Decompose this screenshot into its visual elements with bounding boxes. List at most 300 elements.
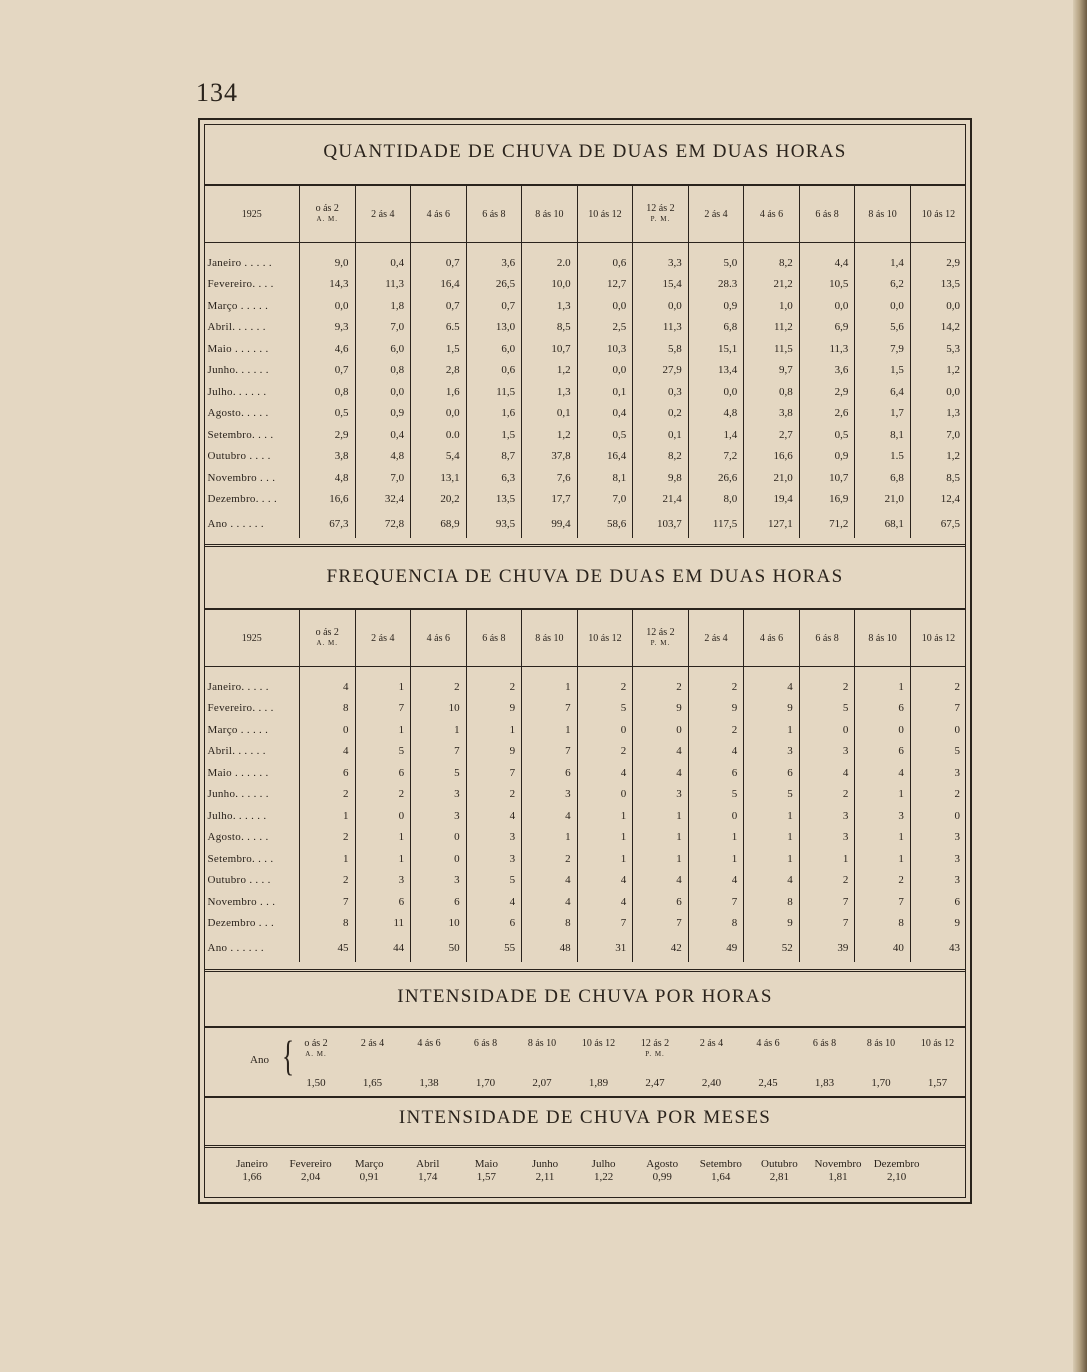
intensity-months-row: [204, 1156, 966, 1192]
table-cell: 8: [855, 913, 911, 935]
table-cell: 2: [300, 870, 356, 892]
table-cell: 6: [300, 762, 356, 784]
table-cell: 9: [744, 913, 800, 935]
quantity-header-row: [205, 186, 967, 243]
column-header-label: o ás 2: [315, 203, 339, 214]
table-cell: 6,8: [855, 467, 911, 489]
table-cell: 5: [355, 741, 411, 763]
spacer-cell: [910, 243, 966, 253]
column-header: [411, 610, 467, 667]
table-cell: 0,9: [799, 446, 855, 468]
table-cell: 0,5: [300, 403, 356, 425]
table-cell: 13,5: [466, 489, 522, 511]
table-cell: 0,0: [688, 381, 744, 403]
row-label: Janeiro. . . . .: [207, 680, 269, 693]
table-cell: 0: [577, 719, 633, 741]
row-label: Agosto. . . . .: [207, 831, 269, 844]
table-cell: 1: [855, 827, 911, 849]
table-cell: 4: [522, 805, 578, 827]
divider: [204, 1096, 966, 1098]
spacer-cell: [355, 667, 411, 677]
column-header-label: 8 ás 10: [535, 632, 564, 644]
spacer-cell: [411, 243, 467, 253]
column-header-label: 2 ás 4: [704, 208, 728, 220]
table-cell: 72,8: [355, 510, 411, 538]
intensity-month-name: Setembro: [699, 1158, 742, 1170]
row-label: Novembro . . .: [207, 471, 276, 484]
table-cell: 8,1: [855, 424, 911, 446]
table-cell: 0,5: [577, 424, 633, 446]
spacer-cell: [300, 243, 356, 253]
intensity-months-title: INTENSIDADE DE CHUVA POR MESES: [398, 1107, 772, 1128]
intensity-hour-value: 2,07: [532, 1077, 552, 1089]
intensity-month-name: Dezembro: [873, 1158, 920, 1170]
intensity-hour-value: 1,38: [419, 1077, 439, 1089]
table-cell: 8,5: [522, 317, 578, 339]
column-header: [799, 610, 855, 667]
table-cell: 1,5: [855, 360, 911, 382]
table-cell: 1: [855, 848, 911, 870]
brace-glyph: {: [282, 1034, 295, 1080]
table-cell: 13,1: [411, 467, 467, 489]
table-cell: 8: [522, 913, 578, 935]
table-row: [205, 848, 967, 870]
column-header: [577, 186, 633, 243]
table-cell: 2: [522, 848, 578, 870]
column-header-label: 10 ás 12: [588, 632, 622, 644]
table-cell: 4: [577, 870, 633, 892]
table-cell: 1,3: [910, 403, 966, 425]
column-header-label: 8 ás 10: [868, 632, 897, 644]
table-row: [205, 338, 967, 360]
table-cell: 7,9: [855, 338, 911, 360]
table-cell: 0: [910, 719, 966, 741]
row-label: Maio . . . . . .: [207, 342, 269, 355]
table-cell: 3: [910, 870, 966, 892]
table-cell: 7: [633, 913, 689, 935]
spacer-cell: [355, 243, 411, 253]
intensity-hour-label: 10 ás 12: [920, 1038, 955, 1049]
table-cell: 7: [411, 741, 467, 763]
table-cell: 7,0: [910, 424, 966, 446]
column-header: [744, 610, 800, 667]
intensity-month-name: Outubro: [761, 1158, 798, 1170]
quantity-table: [204, 186, 966, 538]
row-label: Janeiro . . . . .: [207, 256, 272, 269]
table-cell: 0,0: [910, 295, 966, 317]
table-cell: 0: [633, 719, 689, 741]
table-cell: 2: [466, 676, 522, 698]
table-row: [205, 295, 967, 317]
table-cell: 6: [411, 891, 467, 913]
table-cell: 2,8: [411, 360, 467, 382]
table-cell: 0: [355, 805, 411, 827]
table-cell: 45: [300, 934, 356, 962]
table-cell: 4: [466, 891, 522, 913]
intensity-hour-value: 1,70: [475, 1077, 496, 1089]
table-cell: 1: [466, 719, 522, 741]
table-cell: 4: [688, 741, 744, 763]
annual-row: [205, 934, 967, 962]
column-header-period: A. M.: [316, 639, 339, 647]
intensity-hour-column: [627, 1038, 683, 1089]
column-header-label: 2 ás 4: [371, 208, 395, 220]
table-cell: 1: [522, 676, 578, 698]
intensity-hour-period: [458, 1050, 514, 1060]
table-cell: 67,5: [910, 510, 966, 538]
table-cell: 0,0: [855, 295, 911, 317]
table-cell: 4: [744, 676, 800, 698]
intensity-hour-period: [853, 1050, 909, 1060]
table-cell: 4: [466, 805, 522, 827]
table-cell: 9,0: [300, 252, 356, 274]
table-cell: 1: [355, 827, 411, 849]
table-cell: 4: [744, 870, 800, 892]
table-cell: 3: [910, 762, 966, 784]
column-header-label: 4 ás 6: [759, 632, 784, 644]
table-row: [205, 467, 967, 489]
table-cell: 3: [522, 784, 578, 806]
table-cell: 2: [633, 676, 689, 698]
row-label: Abril. . . . . .: [207, 321, 266, 334]
intensity-month-value: 1,66: [242, 1171, 262, 1183]
table-cell: 1,4: [855, 252, 911, 274]
table-cell: 5: [411, 762, 467, 784]
table-cell: 8,0: [688, 489, 744, 511]
frequency-table: [204, 610, 966, 962]
table-cell: 0: [855, 719, 911, 741]
table-cell: 7: [466, 762, 522, 784]
table-cell: 58,6: [577, 510, 633, 538]
table-cell: 2: [855, 870, 911, 892]
row-label: Outubro . . . .: [207, 450, 271, 463]
table-cell: 17,7: [522, 489, 578, 511]
table-cell: 14,2: [910, 317, 966, 339]
column-header: [300, 610, 356, 667]
table-cell: 5,4: [411, 446, 467, 468]
table-cell: 0,8: [355, 360, 411, 382]
row-label: Julho. . . . . .: [207, 385, 267, 398]
table-cell: 1,5: [466, 424, 522, 446]
spacer-cell: [855, 243, 911, 253]
table-cell: 9: [633, 698, 689, 720]
table-cell: 5: [688, 784, 744, 806]
intensity-hour-period: [514, 1050, 570, 1060]
table-cell: 0: [577, 784, 633, 806]
table-cell: 1,8: [355, 295, 411, 317]
table-cell: 4: [633, 741, 689, 763]
row-label: Novembro . . .: [207, 895, 276, 908]
row-label: Setembro. . . .: [207, 852, 274, 865]
spacer-cell: [855, 667, 911, 677]
table-cell: 1: [355, 719, 411, 741]
intensity-hour-value: 2,47: [645, 1077, 665, 1089]
table-cell: 2,7: [744, 424, 800, 446]
intensity-month-name: Junho: [531, 1158, 559, 1170]
column-header: [355, 186, 411, 243]
intensity-month-name: Fevereiro: [289, 1158, 332, 1170]
table-cell: 7,0: [577, 489, 633, 511]
table-cell: 0,1: [577, 381, 633, 403]
table-cell: 6: [355, 762, 411, 784]
table-cell: 15,1: [688, 338, 744, 360]
table-cell: 4,8: [355, 446, 411, 468]
table-cell: 42: [633, 934, 689, 962]
intensity-hour-label: 8 ás 10: [527, 1038, 557, 1049]
spacer-cell: [522, 243, 578, 253]
column-header-period: P. M.: [650, 639, 671, 647]
table-cell: 4: [577, 762, 633, 784]
spacer-cell: [633, 667, 689, 677]
table-cell: 19,4: [744, 489, 800, 511]
intensity-hour-period: [401, 1050, 457, 1060]
intensity-month-value: 0,99: [652, 1171, 672, 1183]
row-label: Agosto. . . . .: [207, 407, 269, 420]
intensity-month-name: Novembro: [814, 1158, 862, 1170]
table-cell: 6: [855, 698, 911, 720]
table-cell: 16,4: [411, 274, 467, 296]
table-cell: 0,1: [633, 424, 689, 446]
intensity-hour-value: 1,65: [362, 1077, 383, 1089]
table-cell: 13,4: [688, 360, 744, 382]
table-cell: 0,1: [522, 403, 578, 425]
column-header-label: 6 ás 8: [815, 632, 839, 644]
spacer-cell: [522, 667, 578, 677]
table-cell: 3: [910, 848, 966, 870]
table-cell: 4: [300, 676, 356, 698]
column-header: [522, 610, 578, 667]
table-cell: 5: [744, 784, 800, 806]
table-cell: 2: [910, 676, 966, 698]
table-row: [205, 741, 967, 763]
spacer-cell: [205, 667, 300, 677]
frequency-header-row: [205, 610, 967, 667]
table-cell: 10,3: [577, 338, 633, 360]
column-header: [300, 186, 356, 243]
intensity-hour-label: 10 ás 12: [581, 1038, 616, 1049]
table-cell: 1: [522, 719, 578, 741]
table-cell: 27,9: [633, 360, 689, 382]
table-cell: 7,6: [522, 467, 578, 489]
intensity-month-value: 1,64: [711, 1171, 731, 1183]
table-cell: 5,0: [688, 252, 744, 274]
table-cell: 8: [300, 698, 356, 720]
table-cell: 55: [466, 934, 522, 962]
intensity-hour-value: 2,45: [758, 1077, 778, 1089]
table-cell: 1,7: [855, 403, 911, 425]
table-cell: 7,2: [688, 446, 744, 468]
table-cell: 7,0: [355, 467, 411, 489]
spacer-cell: [799, 243, 855, 253]
table-row: [205, 274, 967, 296]
intensity-hours-title: INTENSIDADE DE CHUVA POR HORAS: [397, 986, 773, 1007]
table-cell: 0,4: [355, 252, 411, 274]
table-cell: 10,5: [799, 274, 855, 296]
table-cell: 1,2: [522, 360, 578, 382]
table-cell: 4,6: [300, 338, 356, 360]
table-cell: 6: [522, 762, 578, 784]
table-row: [205, 252, 967, 274]
table-cell: 1: [633, 827, 689, 849]
intensity-month-value: 2,11: [535, 1171, 555, 1183]
table-cell: 48: [522, 934, 578, 962]
intensity-month-name: Agosto: [646, 1158, 679, 1170]
row-label: Fevereiro. . . .: [207, 278, 274, 291]
table-cell: 0,0: [411, 403, 467, 425]
intensity-month: [859, 1158, 935, 1183]
spacer-cell: [799, 667, 855, 677]
table-cell: 3,8: [300, 446, 356, 468]
column-header-period: A. M.: [316, 215, 339, 223]
table-cell: 14,3: [300, 274, 356, 296]
table-cell: 1: [744, 827, 800, 849]
intensity-month-value: 0,91: [359, 1171, 379, 1183]
table-cell: 3: [411, 784, 467, 806]
table-cell: 9,7: [744, 360, 800, 382]
table-cell: 2,9: [799, 381, 855, 403]
table-cell: 8: [300, 913, 356, 935]
table-cell: 4,8: [688, 403, 744, 425]
spacer-cell: [466, 667, 522, 677]
table-cell: 3: [355, 870, 411, 892]
table-cell: 13,0: [466, 317, 522, 339]
table-cell: 3: [910, 827, 966, 849]
intensity-hour-column: [345, 1038, 401, 1089]
table-cell: 1,6: [411, 381, 467, 403]
table-cell: 2: [910, 784, 966, 806]
quantity-title: QUANTIDADE DE CHUVA DE DUAS EM DUAS HORAS: [323, 141, 847, 162]
year-header: 1925: [205, 186, 300, 243]
intensity-hour-column: [288, 1038, 344, 1089]
table-cell: 1: [744, 805, 800, 827]
table-cell: 7: [688, 891, 744, 913]
table-cell: 8,5: [910, 467, 966, 489]
spacer-cell: [744, 243, 800, 253]
intensity-hour-label: 6 ás 8: [812, 1038, 837, 1049]
table-cell: 9: [910, 913, 966, 935]
table-cell: 3,8: [744, 403, 800, 425]
table-row: [205, 446, 967, 468]
intensity-hour-column: [514, 1038, 570, 1089]
table-cell: 4: [577, 891, 633, 913]
intensity-month-value: 1,81: [828, 1171, 848, 1183]
table-cell: 26,6: [688, 467, 744, 489]
row-label: Março . . . . .: [207, 723, 269, 736]
table-cell: 8,1: [577, 467, 633, 489]
column-header-label: 4 ás 6: [426, 208, 450, 220]
column-header-period: P. M.: [650, 215, 671, 223]
intensity-hour-period: [797, 1050, 853, 1060]
table-cell: 93,5: [466, 510, 522, 538]
intensity-month-name: Janeiro: [236, 1158, 268, 1170]
row-label: Abril. . . . . .: [207, 745, 266, 758]
table-cell: 6: [855, 741, 911, 763]
table-cell: 0,7: [411, 252, 467, 274]
table-cell: 1: [355, 848, 411, 870]
table-cell: 0,0: [799, 295, 855, 317]
table-cell: 1,2: [910, 360, 966, 382]
table-cell: 1,0: [744, 295, 800, 317]
table-cell: 6,0: [355, 338, 411, 360]
table-cell: 1: [855, 676, 911, 698]
book-spine-edge: [1073, 0, 1087, 1372]
table-cell: 3: [411, 805, 467, 827]
table-cell: 0,0: [633, 295, 689, 317]
intensity-month-name: Maio: [474, 1158, 498, 1170]
table-cell: 1,4: [688, 424, 744, 446]
table-cell: 6: [688, 762, 744, 784]
table-cell: 16,6: [744, 446, 800, 468]
intensity-month-value: 1,22: [593, 1171, 614, 1183]
table-cell: 26,5: [466, 274, 522, 296]
table-cell: 1: [577, 805, 633, 827]
table-cell: 3: [633, 784, 689, 806]
table-cell: 50: [411, 934, 467, 962]
row-label: Junho. . . . . .: [207, 788, 269, 801]
table-cell: 5: [910, 741, 966, 763]
intensity-hours-row-label: Ano: [250, 1054, 269, 1066]
table-cell: 0,4: [355, 424, 411, 446]
table-cell: 4: [522, 870, 578, 892]
table-cell: 4: [688, 870, 744, 892]
table-cell: 6: [633, 891, 689, 913]
table-cell: 0,8: [744, 381, 800, 403]
column-header: [411, 186, 467, 243]
intensity-hour-value: 1,89: [588, 1077, 609, 1089]
table-cell: 0,7: [300, 360, 356, 382]
intensity-hours-row: [204, 1030, 966, 1094]
table-cell: 2: [355, 784, 411, 806]
column-header: [744, 186, 800, 243]
column-header: [633, 610, 689, 667]
table-cell: 3: [799, 741, 855, 763]
table-cell: 10: [411, 913, 467, 935]
column-header-label: 4 ás 6: [426, 632, 450, 644]
table-cell: 2: [577, 741, 633, 763]
table-cell: 1,2: [522, 424, 578, 446]
table-cell: 11,3: [799, 338, 855, 360]
table-cell: 117,5: [688, 510, 744, 538]
table-cell: 3: [466, 848, 522, 870]
table-cell: 6: [466, 913, 522, 935]
spacer-cell: [466, 243, 522, 253]
table-cell: 4: [633, 870, 689, 892]
intensity-hour-column: [740, 1038, 796, 1089]
table-cell: 2: [411, 676, 467, 698]
table-cell: 2,9: [910, 252, 966, 274]
table-cell: 0,3: [633, 381, 689, 403]
table-cell: 8: [744, 891, 800, 913]
table-cell: 31: [577, 934, 633, 962]
row-label: Ano . . . . . .: [207, 518, 264, 530]
table-cell: 5,3: [910, 338, 966, 360]
table-cell: 6.5: [411, 317, 467, 339]
table-cell: 4: [522, 891, 578, 913]
table-row: [205, 424, 967, 446]
annual-row: [205, 510, 967, 538]
row-label: Março . . . . .: [207, 299, 269, 312]
column-header: [522, 186, 578, 243]
table-cell: 20,2: [411, 489, 467, 511]
table-row: [205, 698, 967, 720]
table-cell: 67,3: [300, 510, 356, 538]
table-cell: 0: [799, 719, 855, 741]
intensity-hour-label: o ás 2: [304, 1038, 328, 1049]
intensity-hour-column: [910, 1038, 966, 1089]
table-cell: 2: [799, 676, 855, 698]
table-cell: 2,5: [577, 317, 633, 339]
table-cell: 0,0: [577, 360, 633, 382]
